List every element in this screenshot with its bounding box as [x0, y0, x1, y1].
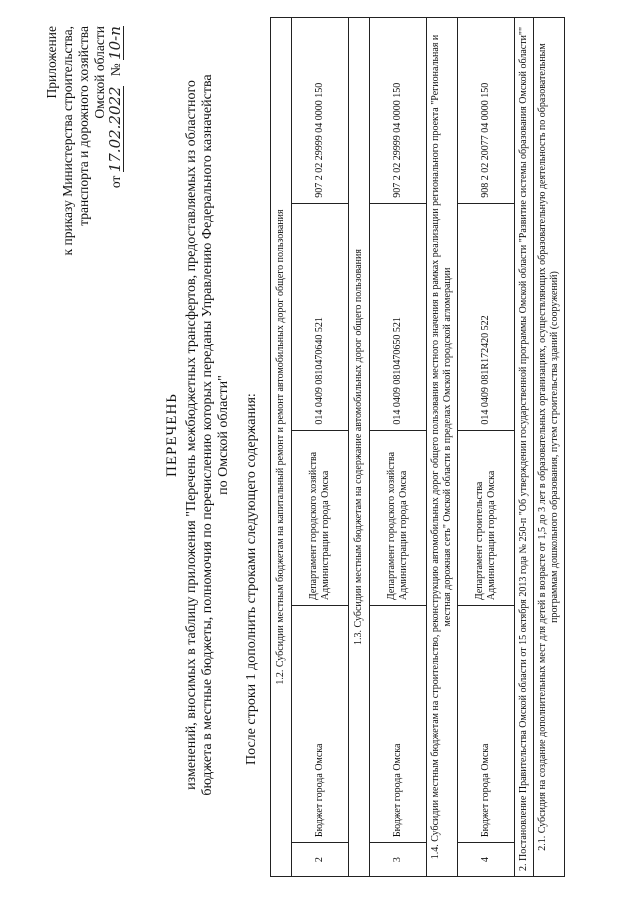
program-cell: 2. Постановление Правительства Омской области от 15 октября 2013 года № 250-п "Об утверждении государственной программы Омской области "Развитие системы образования Омской области"" — [515, 18, 534, 877]
title-line: бюджета в местные бюджеты, полномочия по перечислению которых переданы Управлению Федерального казначейства — [200, 74, 215, 796]
from-label: от — [108, 175, 123, 189]
order-date: 17.02.2022 — [106, 86, 124, 173]
appendix-line: транспорта и дорожного хозяйства — [76, 26, 91, 226]
appendix-block — [44, 26, 124, 316]
appendix-line: Омской области — [92, 26, 107, 119]
section-cell: 1.2. Субсидии местным бюджетам на капитальный ремонт и ремонт автомобильных дорог общего пользования — [271, 18, 292, 877]
table-row — [458, 18, 515, 877]
department-cell: Департамент строительства Администрации города Омска — [458, 430, 515, 605]
revenue-code-cell: 907 2 02 29999 04 0000 150 — [292, 18, 349, 204]
intro-text: После строки 1 дополнить строками следующего содержания: — [244, 393, 259, 765]
department-cell: Департамент городского хозяйства Администрации города Омска — [370, 430, 427, 605]
order-date-number — [108, 26, 124, 316]
title-line: изменений, вносимых в таблицу приложения "Перечень межбюджетных трансфертов, предоставляемых из областного — [184, 80, 199, 790]
revenue-code-cell: 908 2 02 20077 04 0000 150 — [458, 18, 515, 204]
order-number: 10-п — [106, 26, 124, 60]
appendix-line: к приказу Министерства строительства, — [60, 26, 75, 256]
table-row — [370, 18, 427, 877]
row-number: 2 — [292, 843, 349, 877]
table-row — [271, 18, 292, 877]
recipient-cell: Бюджет города Омска — [458, 606, 515, 843]
number-label: № — [108, 63, 123, 77]
budget-code-cell: 014 0409 0810470650 521 — [370, 203, 427, 430]
title-line: по Омской области" — [216, 375, 231, 495]
section-cell: 1.4. Субсидии местным бюджетам на строительство, реконструкцию автомобильных дорог общего пользования местного значения в рамках реализации регионального проекта "Региональная и местная дорожная сеть" Омской области в пределах Омской городской агломерации — [427, 18, 458, 877]
budget-code-cell: 014 0409 081R172420 522 — [458, 203, 515, 430]
budget-code-cell: 014 0409 0810470640 521 — [292, 203, 349, 430]
row-number: 4 — [458, 843, 515, 877]
table-row — [534, 18, 565, 877]
table-row — [515, 18, 534, 877]
table-row — [427, 18, 458, 877]
transfers-table — [270, 17, 565, 877]
recipient-cell: Бюджет города Омска — [292, 606, 349, 843]
row-number: 3 — [370, 843, 427, 877]
table-row — [349, 18, 370, 877]
appendix-line: Приложение — [44, 26, 59, 99]
revenue-code-cell: 907 2 02 29999 04 0000 150 — [370, 18, 427, 204]
section-cell: 1.3. Субсидии местным бюджетам на содержание автомобильных дорог общего пользования — [349, 18, 370, 877]
title-heading: ПЕРЕЧЕНЬ — [164, 393, 180, 477]
section-cell: 2.1. Субсидия на создание дополнительных мест для детей в возрасте от 1,5 до 3 лет в образовательных организациях, осуществляющих образовательную деятельность по образовательным программам дошкольного образования, путем строительства зданий (сооружений) — [534, 18, 565, 877]
department-cell: Департамент городского хозяйства Администрации города Омска — [292, 430, 349, 605]
recipient-cell: Бюджет города Омска — [370, 606, 427, 843]
table-row — [292, 18, 349, 877]
document-title — [164, 55, 232, 815]
